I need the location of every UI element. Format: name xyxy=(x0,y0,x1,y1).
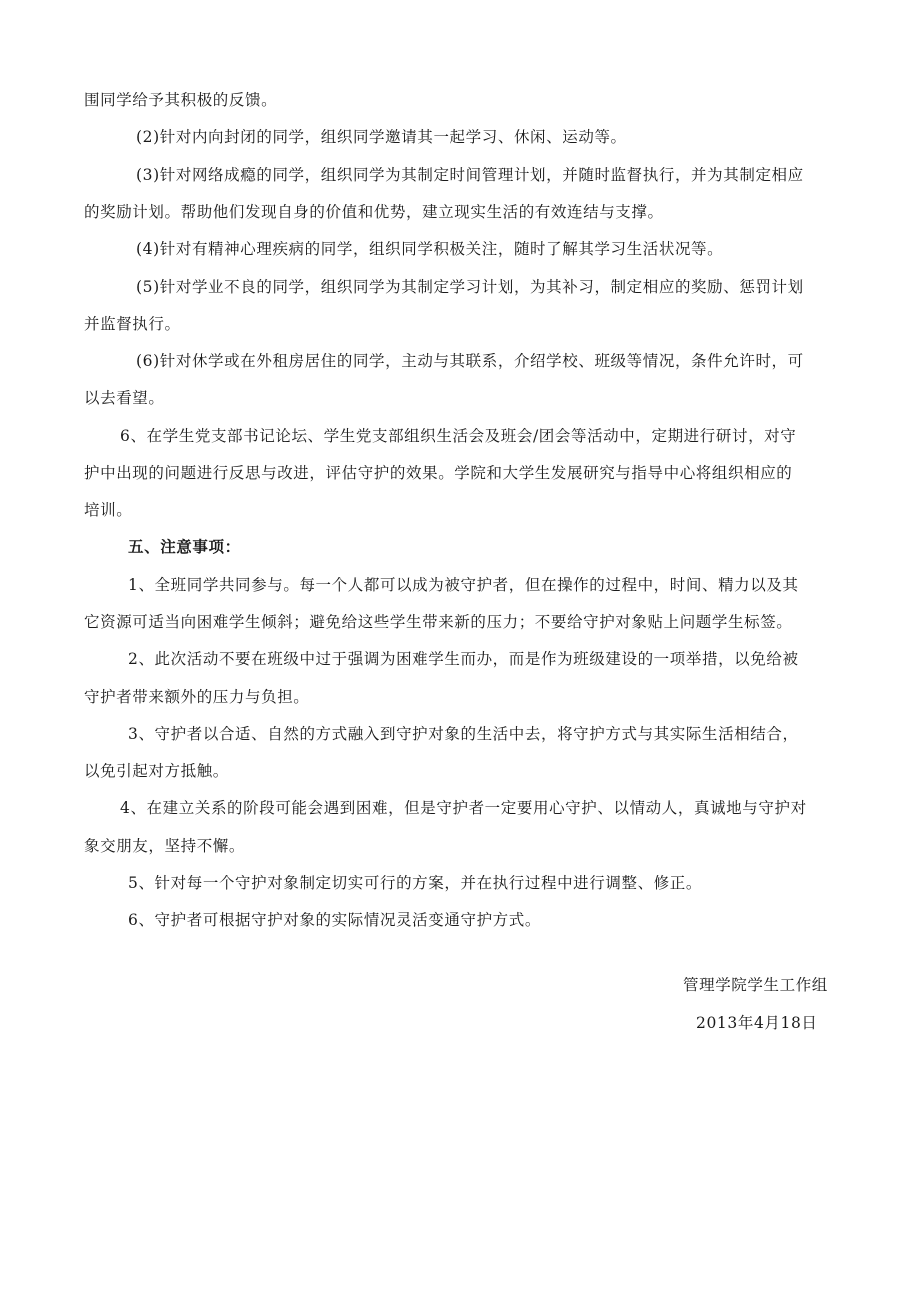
body-line-14: 1、全班同学共同参与。每一个人都可以成为被守护者，但在操作的过程中，时间、精力以及其 xyxy=(128,576,799,594)
body-line-7: 并监督执行。 xyxy=(84,315,181,333)
body-line-16: 2、此次活动不要在班级中过于强调为困难学生而办，而是作为班级建设的一项举措，以免给被 xyxy=(128,650,799,668)
body-line-5: (4)针对有精神心理疾病的同学，组织同学积极关注，随时了解其学习生活状况等。 xyxy=(136,240,724,258)
body-line-6: (5)针对学业不良的同学，组织同学为其制定学习计划，为其补习，制定相应的奖励、惩罚计划 xyxy=(136,278,804,296)
body-line-20: 4、在建立关系的阶段可能会遇到困难，但是守护者一定要用心守护、以情动人，真诚地与守护对 xyxy=(120,799,807,817)
body-line-22: 5、针对每一个守护对象制定切实可行的方案，并在执行过程中进行调整、修正。 xyxy=(128,874,702,892)
signature-organization: 管理学院学生工作组 xyxy=(683,976,828,994)
body-line-9: 以去看望。 xyxy=(84,389,165,407)
signature-date: 2013年4月18日 xyxy=(696,1014,818,1032)
body-line-15: 它资源可适当向困难学生倾斜；避免给这些学生带来新的压力；不要给守护对象贴上问题学生标签。 xyxy=(84,613,793,631)
body-line-11: 护中出现的问题进行反思与改进，评估守护的效果。学院和大学生发展研究与指导中心将组织相应的 xyxy=(84,464,793,482)
body-line-2: (2)针对内向封闭的同学，组织同学邀请其一起学习、休闲、运动等。 xyxy=(136,128,627,146)
body-line-19: 以免引起对方抵触。 xyxy=(84,762,229,780)
body-line-1: 围同学给予其积极的反馈。 xyxy=(84,91,278,109)
section-heading: 五、注意事项： xyxy=(128,537,241,556)
body-line-23: 6、守护者可根据守护对象的实际情况灵活变通守护方式。 xyxy=(128,911,541,929)
body-line-18: 3、守护者以合适、自然的方式融入到守护对象的生活中去，将守护方式与其实际生活相结合， xyxy=(128,725,799,743)
body-line-17: 守护者带来额外的压力与负担。 xyxy=(84,688,310,706)
body-line-10: 6、在学生党支部书记论坛、学生党支部组织生活会及班会/团会等活动中，定期进行研讨，对守 xyxy=(120,427,797,445)
body-line-3: (3)针对网络成瘾的同学，组织同学为其制定时间管理计划，并随时监督执行，并为其制定相应 xyxy=(136,166,804,184)
body-line-8: (6)针对休学或在外租房居住的同学，主动与其联系，介绍学校、班级等情况，条件允许时，可 xyxy=(136,352,804,370)
body-line-21: 象交朋友，坚持不懈。 xyxy=(84,837,246,855)
body-line-4: 的奖励计划。帮助他们发现自身的价值和优势，建立现实生活的有效连结与支撑。 xyxy=(84,203,664,221)
body-line-12: 培训。 xyxy=(84,501,133,519)
